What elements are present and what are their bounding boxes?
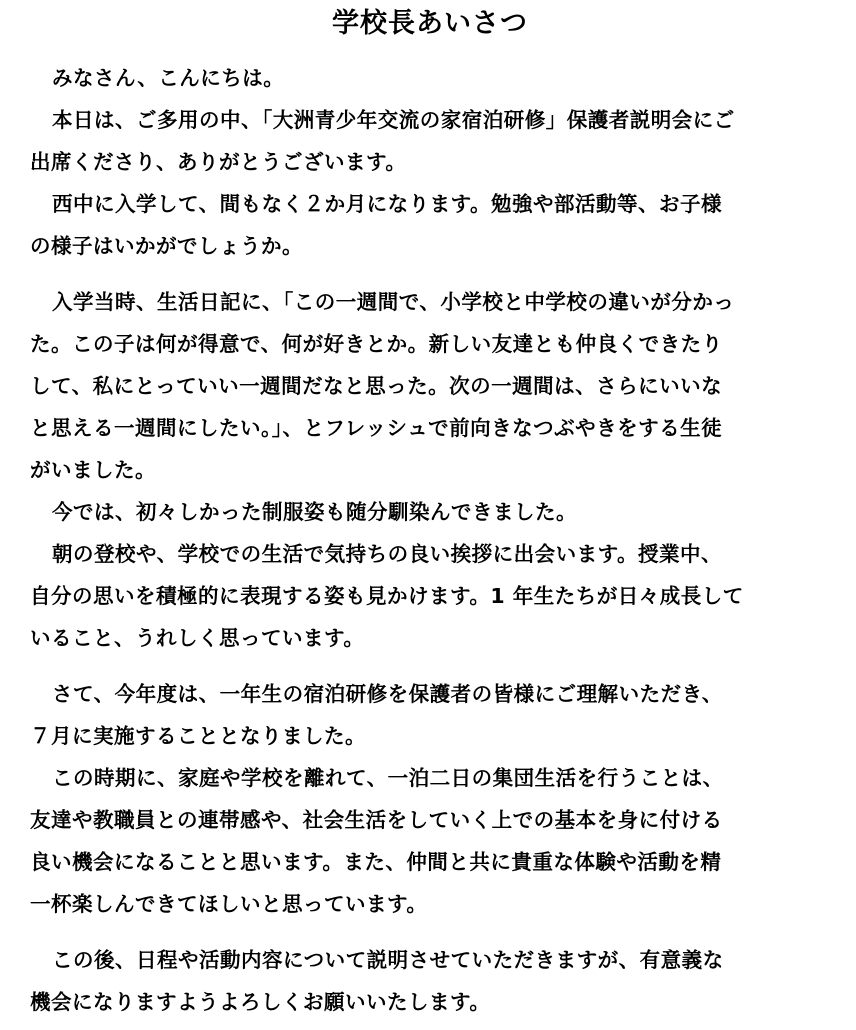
paragraph-line: 入学当時、生活日記に、「この一週間で、小学校と中学校の違いが分かっ [52, 290, 735, 314]
paragraph-line: 今では、初々しかった制服姿も随分馴染んできました。 [52, 500, 577, 524]
paragraph-line: 本日は、ご多用の中、「大洲青少年交流の家宿泊研修」保護者説明会にご [52, 108, 735, 132]
paragraph-line: 出席くださり、ありがとうございます。 [30, 150, 407, 174]
paragraph-line: この後、日程や活動内容について説明させていただきますが、有意義な [52, 948, 724, 972]
paragraph-line: この時期に、家庭や学校を離れて、一泊二日の集団生活を行うことは、 [52, 766, 724, 790]
paragraph-line: 機会になりますようよろしくお願いいたします。 [30, 990, 491, 1014]
paragraph-line: みなさん、こんにちは。 [52, 66, 285, 90]
page-title: 学校長あいさつ [332, 8, 528, 39]
paragraph-line: いること、うれしく思っています。 [30, 626, 365, 650]
paragraph-line: 自分の思いを積極的に表現する姿も見かけます。1 年生たちが日々成長して [30, 584, 744, 608]
paragraph-line: 一杯楽しんできてほしいと思っています。 [30, 892, 428, 916]
paragraph-line: 朝の登校や、学校での生活で気持ちの良い挨拶に出会います。授業中、 [52, 542, 722, 566]
document-page [30, 0, 830, 1030]
paragraph-line: の様子はいかがでしょうか。 [30, 234, 303, 258]
paragraph-line: 西中に入学して、間もなく２か月になります。勉強や部活動等、お子様 [52, 192, 722, 216]
paragraph-line: 友達や教職員との連帯感や、社会生活をしていく上での基本を身に付ける [30, 808, 723, 832]
paragraph-line: ７月に実施することとなりました。 [30, 724, 366, 748]
paragraph-line: がいました。 [30, 458, 156, 482]
paragraph-line: た。この子は何が得意で、何が好きとか。新しい友達とも仲良くできたり [30, 332, 723, 356]
paragraph-line: さて、今年度は、一年生の宿泊研修を保護者の皆様にご理解いただき、 [52, 682, 723, 706]
paragraph-line: して、私にとっていい一週間だなと思った。次の一週間は、さらにいいな [30, 374, 723, 398]
paragraph-line: と思える一週間にしたい。」、とフレッシュで前向きなつぶやきをする生徒 [30, 416, 723, 440]
paragraph-line: 良い機会になることと思います。また、仲間と共に貴重な体験や活動を精 [30, 850, 722, 874]
